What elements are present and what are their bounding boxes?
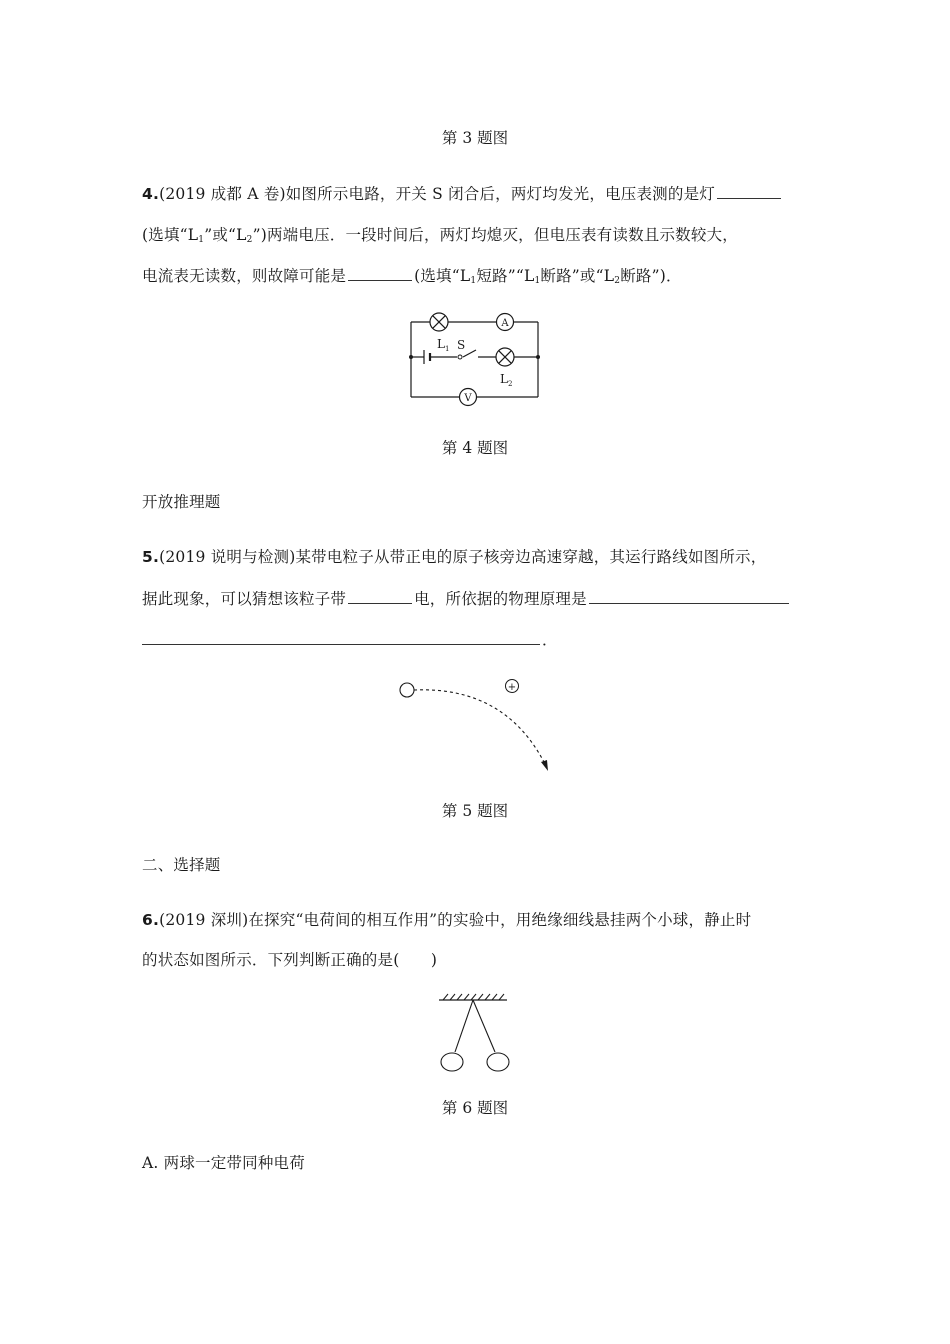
lamp-l2-icon [496, 348, 514, 366]
section-open-reasoning-heading: 开放推理题 [142, 493, 221, 511]
ceiling-hatching [443, 994, 504, 1000]
thread-left [455, 1000, 473, 1052]
label-l2: $L_2$ [500, 372, 513, 388]
label-l1: $L_1$ [437, 337, 450, 353]
circuit-diagram [400, 312, 550, 407]
figure-6-caption: 第 6 题图 [441, 1099, 509, 1117]
question-6-number: 6. [142, 911, 160, 929]
junction-dot [536, 355, 540, 359]
ammeter-label: A [501, 318, 509, 329]
question-5-line-1 [142, 547, 766, 567]
hanging-balls-diagram [435, 990, 515, 1075]
arrow-head-icon [541, 760, 548, 771]
voltmeter-label: V [464, 393, 472, 404]
question-5-number: 5. [142, 548, 160, 566]
figure-3-caption: 第 3 题图 [441, 129, 509, 147]
ball-left [441, 1053, 463, 1071]
question-4-number: 4. [142, 185, 160, 203]
lamp-l1-icon [430, 313, 448, 331]
particle-trajectory-diagram [395, 676, 560, 776]
question-5-blank-3[interactable] [142, 630, 540, 645]
question-6-option-a[interactable]: A. 两球一定带同种电荷 [142, 1154, 305, 1172]
question-4-line-3: 电流表无读数，则故障可能是 (选填“$L_1$短路$”“L_1$断路”或“$L_2$断路”)． [142, 267, 682, 286]
figure-5-caption: 第 5 题图 [441, 802, 509, 820]
question-5-line-2: 据此现象，可以猜想该粒子带 电，所依据的物理原理是 [142, 589, 791, 609]
question-5-text-1: (2019 说明与检测)某带电粒子从带正电的原子核旁边高速穿越，其运行路线如图所示， [159, 548, 767, 566]
ball-right [487, 1053, 509, 1071]
question-6-line-2: 的状态如图所示．下列判断正确的是( ) [142, 951, 438, 969]
trajectory-path [414, 690, 545, 764]
question-4-blank-2[interactable] [348, 266, 412, 281]
question-4-line-2: (选填“$L_1$”或“$L_2$”)两端电压．一段时间后，两灯均熄灭，但电压表有读数且示数较大， [142, 226, 738, 245]
question-6-text-1: (2019 深圳)在探究“电荷间的相互作用”的实验中，用绝缘细线悬挂两个小球，静止时 [159, 911, 752, 929]
question-4-line-1 [142, 184, 783, 204]
particle-icon [400, 683, 414, 697]
figure-4-caption: 第 4 题图 [441, 439, 509, 457]
junction-dot [409, 355, 413, 359]
switch-contact [458, 355, 462, 359]
question-6-line-1 [142, 910, 751, 930]
thread-right [473, 1000, 495, 1052]
question-5-blank-1[interactable] [348, 589, 412, 604]
question-5-line-3: ． [142, 630, 558, 650]
question-5-blank-2[interactable] [589, 589, 789, 604]
label-s: S [457, 338, 466, 352]
question-4-blank-1[interactable] [717, 184, 781, 199]
section-choice-heading: 二、选择题 [142, 856, 221, 874]
question-4-text-1: (2019 成都 A 卷)如图所示电路，开关 S 闭合后，两灯均发光，电压表测的是灯 [159, 185, 715, 203]
nucleus-symbol: + [507, 682, 517, 693]
